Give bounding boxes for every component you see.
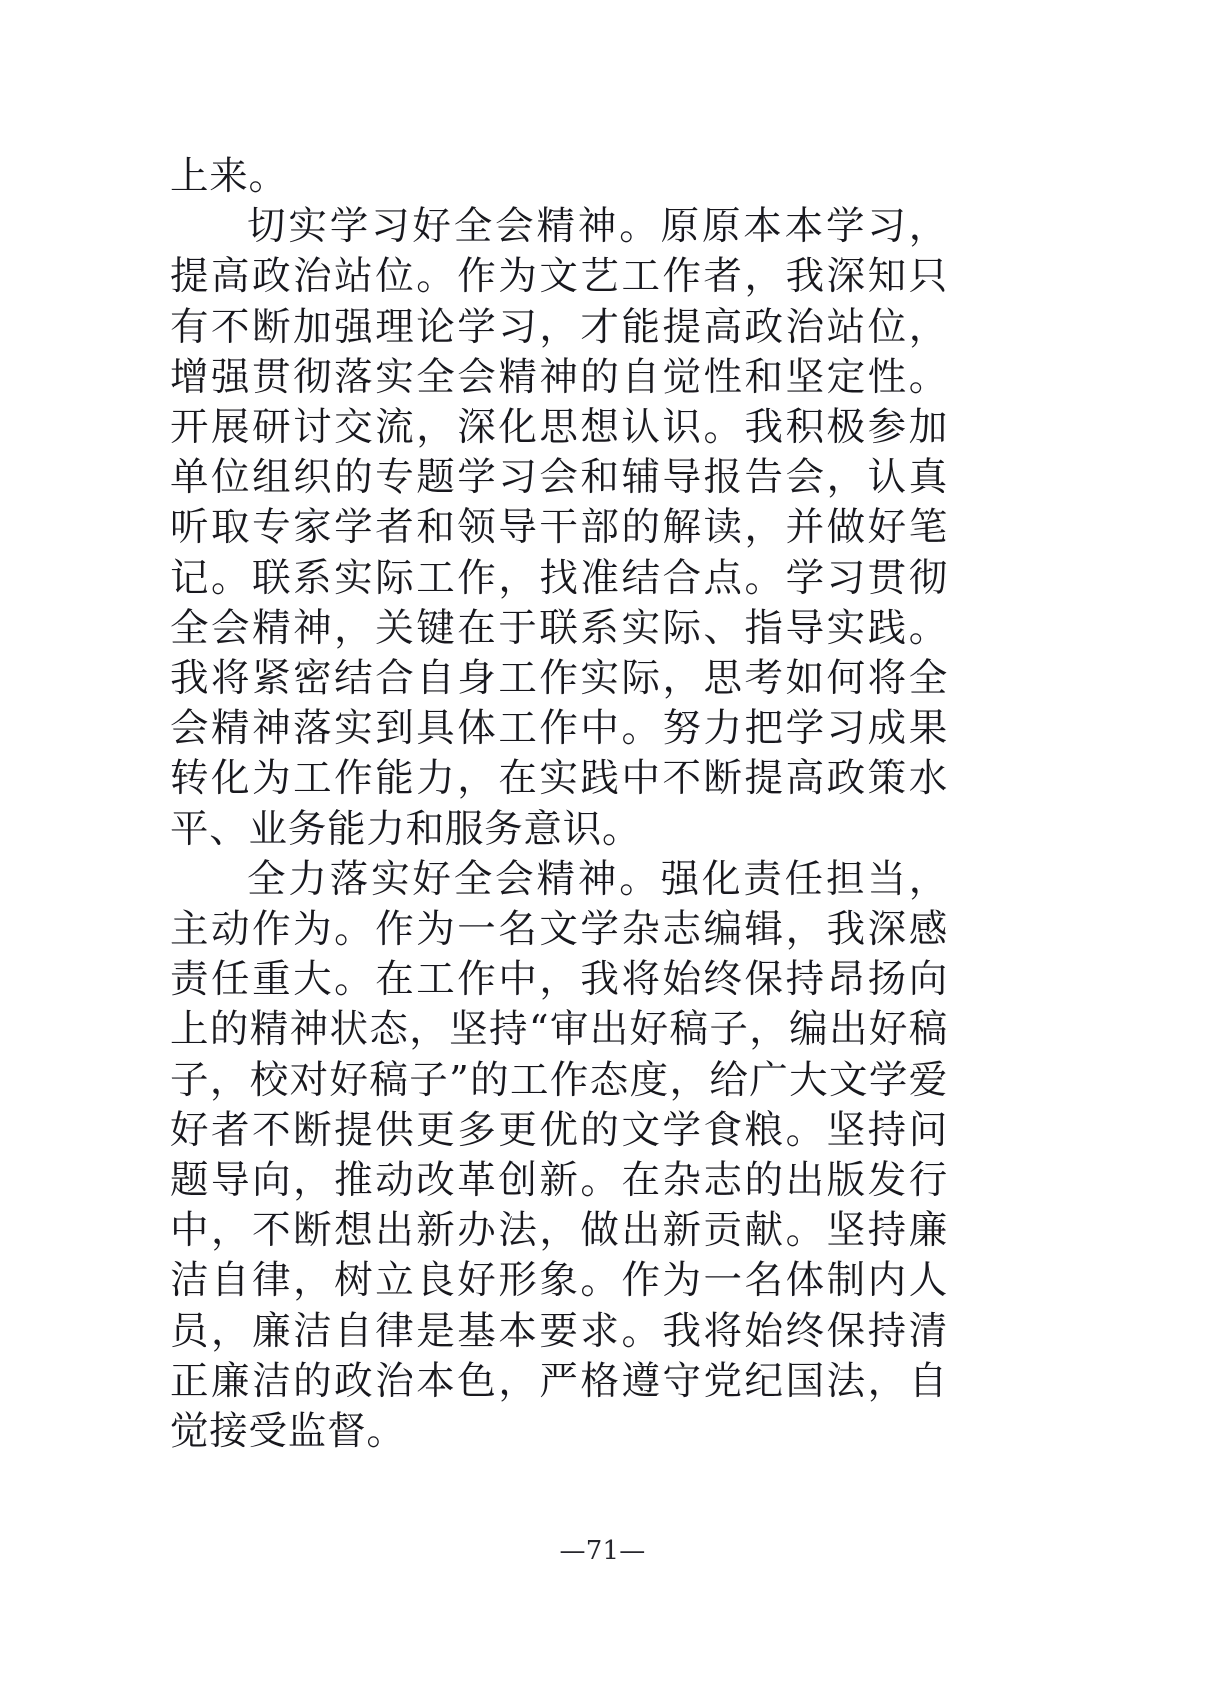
document-body bbox=[170, 152, 948, 1457]
paragraph-2: 切实学习好全会精神。原原本本学习，提高政治站位。作为文艺工作者，我深知只有不断加强理论学习，才能提高政治站位，增强贯彻落实全会精神的自觉性和坚定性。开展研讨交流，深化思想认识。我积极参加单位组织的专题学习会和辅导报告会，认真听取专家学者和领导干部的解读，并做好笔记。联系实际工作，找准结合点。学习贯彻全会精神，关键在于联系实际、指导实践。我将紧密结合自身工作实际，思考如何将全会精神落实到具体工作中。努力把学习成果转化为工作能力，在实践中不断提高政策水平、业务能力和服务意识。 bbox=[170, 204, 948, 852]
paragraph-1: 上来。 bbox=[170, 154, 288, 199]
paragraph-3: 全力落实好全会精神。强化责任担当，主动作为。作为一名文学杂志编辑，我深感责任重大。在工作中，我将始终保持昂扬向上的精神状态，坚持“审出好稿子，编出好稿子，校对好稿子”的工作态度，给广大文学爱好者不断提供更多更优的文学食粮。坚持问题导向，推动改革创新。在杂志的出版发行中，不断想出新办法，做出新贡献。坚持廉洁自律，树立良好形象。作为一名体制内人员，廉洁自律是基本要求。我将始终保持清正廉洁的政治本色，严格遵守党纪国法，自觉接受监督。 bbox=[170, 856, 948, 1455]
page-number: —71— bbox=[559, 1536, 646, 1566]
